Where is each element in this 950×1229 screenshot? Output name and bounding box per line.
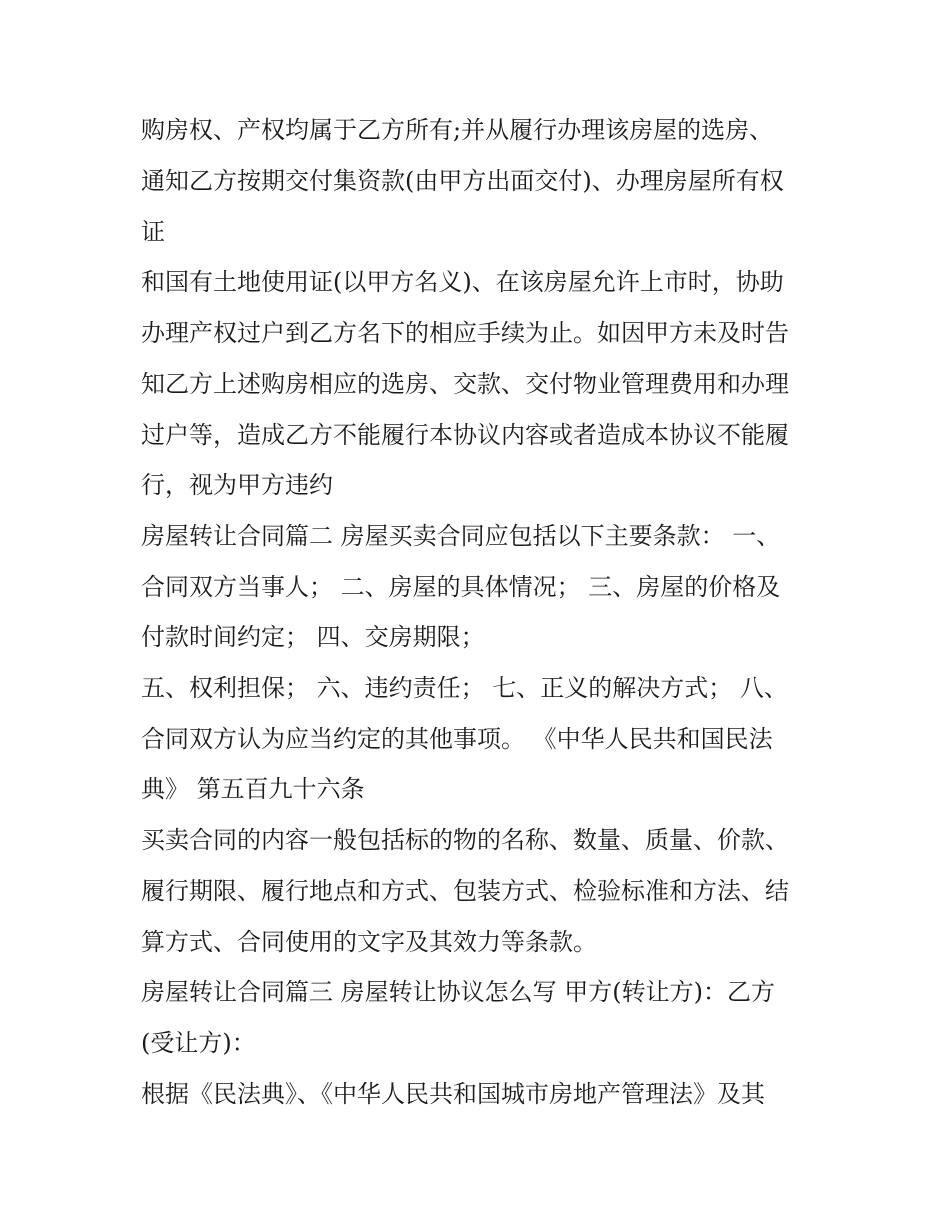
text-line: 买卖合同的内容一般包括标的物的名称、数量、质量、价款、 bbox=[141, 826, 789, 854]
text-line: 五、权利担保； 六、违约责任； 七、正义的解决方式； 八、 bbox=[141, 674, 788, 702]
text-line: 通知乙方按期交付集资款(由甲方出面交付)、办理房屋所有权 bbox=[141, 167, 784, 195]
text-line: 行，视为甲方违约 bbox=[141, 471, 333, 499]
text-line: 过户等，造成乙方不能履行本协议内容或者造成本协议不能履 bbox=[141, 421, 789, 449]
text-line: 合同双方认为应当约定的其他事项。 《中华人民共和国民法 bbox=[141, 725, 773, 753]
text-line: 合同双方当事人； 二、房屋的具体情况； 三、房屋的价格及 bbox=[141, 573, 781, 601]
text-line: 和国有土地使用证(以甲方名义)、在该房屋允许上市时，协助 bbox=[141, 268, 784, 296]
text-line: 房屋转让合同篇三 房屋转让协议怎么写 甲方(转让方)：乙方 bbox=[141, 978, 775, 1006]
text-line: 办理产权过户到乙方名下的相应手续为止。如因甲方未及时告 bbox=[141, 319, 789, 347]
text-line: 算方式、合同使用的文字及其效力等条款。 bbox=[141, 928, 597, 956]
text-line: 证 bbox=[141, 218, 165, 246]
text-line: 付款时间约定； 四、交房期限； bbox=[141, 623, 485, 651]
text-line: 购房权、产权均属于乙方所有;并从履行办理该房屋的选房、 bbox=[141, 116, 774, 144]
text-line: 房屋转让合同篇二 房屋买卖合同应包括以下主要条款： 一、 bbox=[141, 522, 781, 550]
text-line: 根据《民法典》、《中华人民共和国城市房地产管理法》及其 bbox=[141, 1080, 765, 1108]
text-line: 典》 第五百九十六条 bbox=[141, 775, 365, 803]
text-line: (受让方)： bbox=[141, 1029, 256, 1057]
text-line: 知乙方上述购房相应的选房、交款、交付物业管理费用和办理 bbox=[141, 370, 789, 398]
text-line: 履行期限、履行地点和方式、包装方式、检验标准和方法、结 bbox=[141, 877, 789, 905]
